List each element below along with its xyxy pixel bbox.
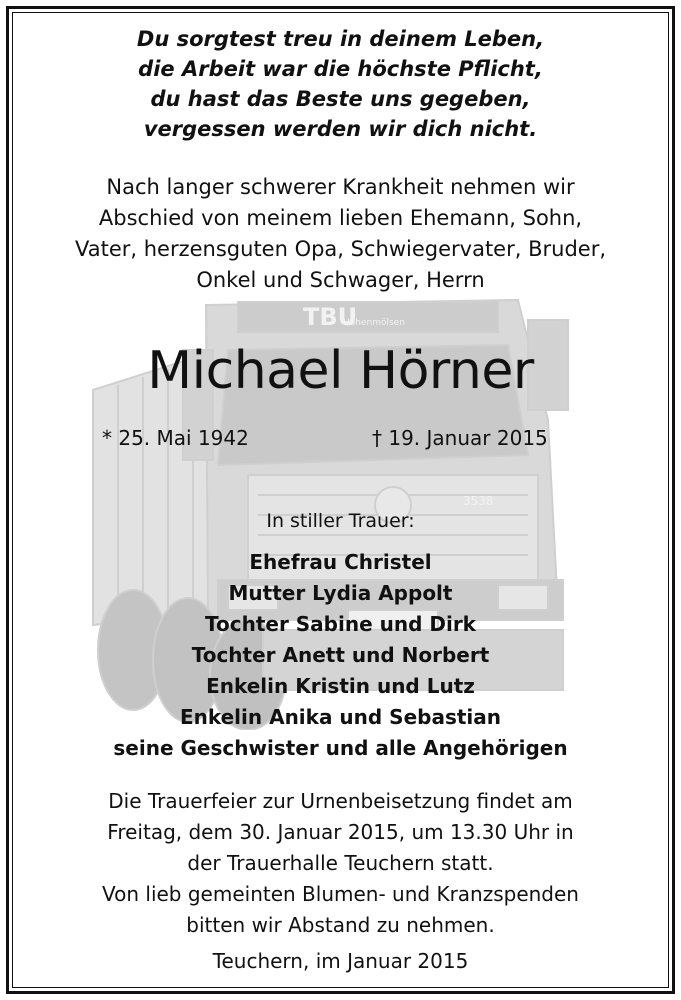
- intro-line: Nach langer schwerer Krankheit nehmen wir: [106, 175, 575, 199]
- funeral-service-info: [20, 786, 661, 941]
- poem-line: die Arbeit war die höchste Pflicht,: [138, 57, 543, 81]
- poem: [20, 24, 661, 144]
- service-line: der Trauerhalle Teuchern statt.: [187, 851, 494, 875]
- deceased-name: Michael Hörner: [147, 341, 534, 401]
- mourner-item: Enkelin Kristin und Lutz: [206, 674, 475, 698]
- service-line: Freitag, dem 30. Januar 2015, um 13.30 Uhr in: [107, 820, 574, 844]
- mourner-item: Mutter Lydia Appolt: [228, 581, 453, 605]
- intro-line: Vater, herzensguten Opa, Schwiegervater, Bruder,: [75, 237, 606, 261]
- mourning-label: In stiller Trauer:: [266, 510, 415, 532]
- mourner-item: Ehefrau Christel: [249, 550, 432, 574]
- service-line: Die Trauerfeier zur Urnenbeisetzung findet am: [108, 789, 573, 813]
- closing-place-date: Teuchern, im Januar 2015: [212, 949, 469, 973]
- intro-line: Abschied von meinem lieben Ehemann, Sohn,: [98, 206, 583, 230]
- truck-model-text: 3538: [463, 494, 494, 508]
- death-date: † 19. Januar 2015: [372, 426, 548, 450]
- poem-line: Du sorgtest treu in deinem Leben,: [136, 27, 545, 51]
- birth-date: * 25. Mai 1942: [102, 426, 249, 450]
- mourner-item: seine Geschwister und alle Angehörigen: [113, 736, 568, 760]
- poem-line: vergessen werden wir dich nicht.: [143, 117, 538, 141]
- truck-grille-text: TBU: [303, 303, 358, 331]
- truck-plate-text: Hohenmölsen: [343, 318, 405, 328]
- service-line: bitten wir Abstand zu nehmen.: [186, 913, 495, 937]
- mourner-item: Enkelin Anika und Sebastian: [179, 705, 502, 729]
- intro-text: [20, 172, 661, 296]
- mourners-list: [20, 547, 661, 764]
- mourner-item: Tochter Sabine und Dirk: [205, 612, 476, 636]
- service-line: Von lieb gemeinten Blumen- und Kranzspenden: [101, 882, 579, 906]
- intro-line: Onkel und Schwager, Herrn: [196, 268, 485, 292]
- mourner-item: Tochter Anett und Norbert: [191, 643, 490, 667]
- poem-line: du hast das Beste uns gegeben,: [150, 87, 531, 111]
